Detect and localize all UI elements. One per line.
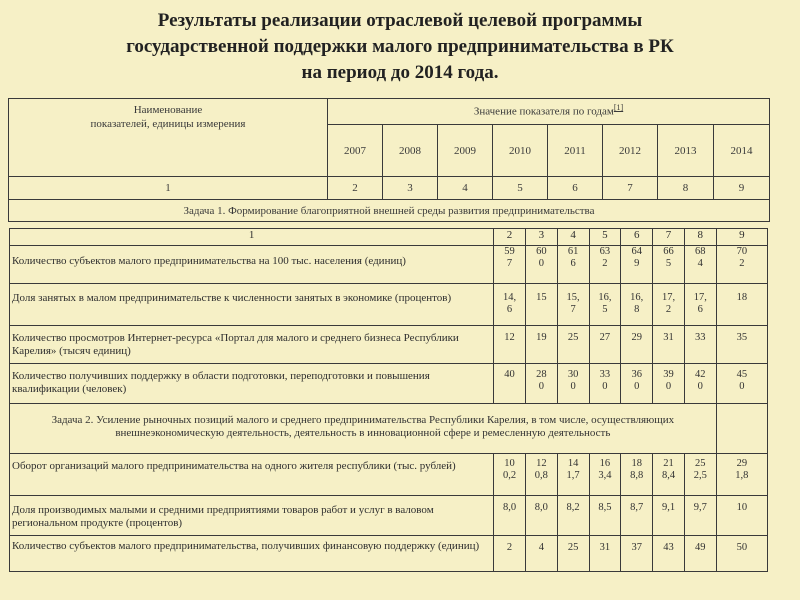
value-cell: 33 <box>684 326 716 364</box>
value-cell: 33 0 <box>589 364 621 404</box>
value-cell: 43 <box>653 536 685 572</box>
col-number-cell: 9 <box>714 177 770 200</box>
value-cell: 8,0 <box>494 496 526 536</box>
value-cell: 27 <box>589 326 621 364</box>
value-cell: 18 8,8 <box>621 454 653 496</box>
value-cell: 31 <box>653 326 685 364</box>
value-cell: 15 <box>525 284 557 326</box>
col-number-cell: 4 <box>438 177 493 200</box>
value-cell: 10 0,2 <box>494 454 526 496</box>
indicator-label: Доля занятых в малом предпринимательстве к численности занятых в экономике (процентов) <box>10 284 494 326</box>
value-cell: 9,7 <box>684 496 716 536</box>
value-cell: 19 <box>525 326 557 364</box>
col-number-cell: 1 <box>10 229 494 246</box>
name-header-line-2: показателей, единицы измерения <box>90 118 246 130</box>
year-cell: 2009 <box>438 125 493 177</box>
value-cell: 35 <box>716 326 767 364</box>
value-cell: 14 1,7 <box>557 454 589 496</box>
value-cell: 8,2 <box>557 496 589 536</box>
col-number-cell: 7 <box>603 177 658 200</box>
year-cell: 2007 <box>328 125 383 177</box>
title-line-3: на период до 2014 года. <box>301 62 499 83</box>
value-cell: 25 <box>557 536 589 572</box>
table-row <box>10 496 768 536</box>
table-row <box>10 284 768 326</box>
table-row <box>10 364 768 404</box>
value-cell: 21 8,4 <box>653 454 685 496</box>
value-cell: 17, 2 <box>653 284 685 326</box>
col-number-cell: 8 <box>658 177 714 200</box>
value-cell: 29 <box>621 326 653 364</box>
value-cell: 66 5 <box>653 246 685 284</box>
value-cell: 25 2,5 <box>684 454 716 496</box>
col-number-cell: 6 <box>548 177 603 200</box>
col-number-cell: 5 <box>589 229 621 246</box>
year-cell: 2014 <box>714 125 770 177</box>
indicators-table <box>9 228 768 572</box>
col-number-cell: 3 <box>383 177 438 200</box>
page-title <box>0 8 800 86</box>
value-cell: 68 4 <box>684 246 716 284</box>
task-2-row <box>10 404 768 454</box>
table-row <box>10 454 768 496</box>
value-cell: 14, 6 <box>494 284 526 326</box>
value-cell: 12 0,8 <box>525 454 557 496</box>
year-cell: 2011 <box>548 125 603 177</box>
value-cell: 70 2 <box>716 246 767 284</box>
empty-cell <box>716 404 767 454</box>
value-cell: 10 <box>716 496 767 536</box>
value-cell: 25 <box>557 326 589 364</box>
task-1-row: Задача 1. Формирование благоприятной внешней среды развития предпринимательства <box>9 200 770 222</box>
year-cell: 2013 <box>658 125 714 177</box>
task-2-text: Задача 2. Усиление рыночных позиций малого и среднего предпринимательства Республики Карелия, в том числе, осуществляющих внешнеэкономическую деятельность, деятельность в инновационной сфере и ремесленную деятельность <box>10 404 717 454</box>
value-cell: 9,1 <box>653 496 685 536</box>
indicator-label: Доля производимых малыми и средними предприятиями товаров работ и услуг в валовом региональном продукте (процентов) <box>10 496 494 536</box>
value-cell: 12 <box>494 326 526 364</box>
indicator-label: Количество просмотров Интернет-ресурса «Портал для малого и среднего бизнеса Республики Карелия» (тысяч единиц) <box>10 326 494 364</box>
header-table <box>8 98 770 222</box>
table-row <box>10 246 768 284</box>
value-cell: 61 6 <box>557 246 589 284</box>
value-cell: 50 <box>716 536 767 572</box>
value-cell: 18 <box>716 284 767 326</box>
table-row <box>10 536 768 572</box>
value-cell: 8,7 <box>621 496 653 536</box>
value-cell: 60 0 <box>525 246 557 284</box>
value-cell: 29 1,8 <box>716 454 767 496</box>
col-number-cell: 2 <box>494 229 526 246</box>
indicator-label: Количество субъектов малого предпринимательства, получивших финансовую поддержку (единиц) <box>10 536 494 572</box>
value-cell: 8,5 <box>589 496 621 536</box>
value-cell: 16, 8 <box>621 284 653 326</box>
value-cell: 2 <box>494 536 526 572</box>
value-cell: 63 2 <box>589 246 621 284</box>
name-header-line-1: Наименование <box>133 104 203 116</box>
value-cell: 42 0 <box>684 364 716 404</box>
indicator-label: Количество получивших поддержку в области подготовки, переподготовки и повышения квалификации (человек) <box>10 364 494 404</box>
col-number-cell: 8 <box>684 229 716 246</box>
value-cell: 15, 7 <box>557 284 589 326</box>
value-cell: 8,0 <box>525 496 557 536</box>
footnote-link[interactable]: [1] <box>613 103 624 112</box>
value-cell: 45 0 <box>716 364 767 404</box>
year-cell: 2010 <box>493 125 548 177</box>
value-cell: 4 <box>525 536 557 572</box>
value-cell: 17, 6 <box>684 284 716 326</box>
value-cell: 40 <box>494 364 526 404</box>
col-number-cell: 2 <box>328 177 383 200</box>
year-cell: 2008 <box>383 125 438 177</box>
value-cell: 49 <box>684 536 716 572</box>
col-number-cell: 4 <box>557 229 589 246</box>
col-number-cell: 6 <box>621 229 653 246</box>
indicator-label: Оборот организаций малого предпринимательства на одного жителя республики (тыс. рублей) <box>10 454 494 496</box>
value-cell: 39 0 <box>653 364 685 404</box>
value-cell: 28 0 <box>525 364 557 404</box>
col-number-cell: 3 <box>525 229 557 246</box>
col-number-cell: 1 <box>9 177 328 200</box>
value-cell: 37 <box>621 536 653 572</box>
values-header <box>328 99 770 125</box>
col-number-cell: 9 <box>716 229 767 246</box>
value-cell: 64 9 <box>621 246 653 284</box>
title-line-1: Результаты реализации отраслевой целевой программы <box>157 10 643 31</box>
table-row <box>10 326 768 364</box>
value-cell: 16, 5 <box>589 284 621 326</box>
value-cell: 16 3,4 <box>589 454 621 496</box>
indicator-label: Количество субъектов малого предпринимательства на 100 тыс. населения (единиц) <box>10 246 494 284</box>
year-cell: 2012 <box>603 125 658 177</box>
value-cell: 36 0 <box>621 364 653 404</box>
col-number-cell: 7 <box>653 229 685 246</box>
value-cell: 30 0 <box>557 364 589 404</box>
value-cell: 31 <box>589 536 621 572</box>
col-number-cell: 5 <box>493 177 548 200</box>
title-line-2: государственной поддержки малого предпринимательства в РК <box>126 36 674 57</box>
name-header <box>9 99 328 177</box>
value-cell: 59 7 <box>494 246 526 284</box>
values-header-text: Значение показателя по годам <box>473 105 614 118</box>
